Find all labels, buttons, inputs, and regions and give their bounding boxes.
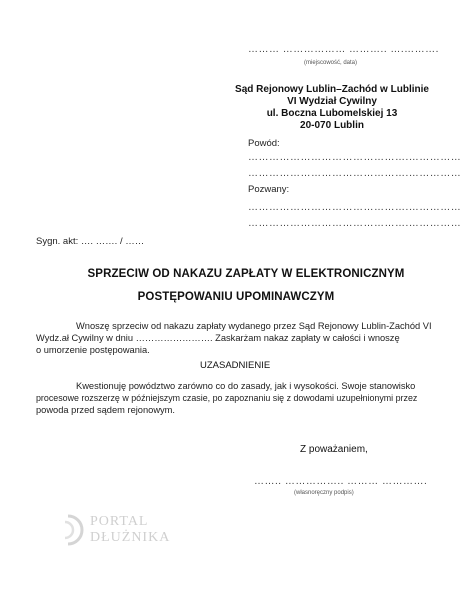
para2-line-1: Kwestionuję powództwo zarówno co do zasady, jak i wysokości. Swoje stanowisko — [76, 381, 416, 391]
document-title — [56, 268, 416, 303]
portal-dluznika-logo — [62, 512, 192, 548]
plaintiff-field-2: ……………………………………….…………… — [248, 168, 462, 179]
place-date-caption: (miejscowość, data) — [304, 60, 358, 66]
plaintiff-label: Powód: — [248, 138, 280, 149]
plaintiff-field-1: ……………………………………….…………… — [248, 152, 462, 163]
logo-mark-icon — [62, 512, 88, 548]
justification-heading: UZASADNIENIE — [200, 360, 271, 371]
signature-caption: (własnoręczny podpis) — [294, 490, 354, 496]
logo-text-line-1: PORTAL — [90, 514, 149, 529]
place-date-field: ……… ……………… ……….. ….………. — [248, 44, 439, 55]
para1-line-1: Wnoszę sprzeciw od nakazu zapłaty wydanego przez Sąd Rejonowy Lublin-Zachód VI — [76, 321, 432, 331]
para1-line-3: o umorzenie postępowania. — [36, 345, 150, 355]
title-line-1: SPRZECIW OD NAKAZU ZAPŁATY W ELEKTRONICZNYM — [87, 268, 405, 280]
court-street: ul. Boczna Lubomelskiej 13 — [266, 108, 398, 119]
logo-text-line-2: DŁUŻNIKA — [90, 530, 171, 545]
court-address — [232, 84, 432, 132]
para2-line-3: powoda przed sądem rejonowym. — [36, 405, 176, 415]
case-reference: Sygn. akt: …. ……. / …… — [36, 236, 145, 247]
para2-line-2: procesowe rozszerzę w późniejszym czasie, po zapoznaniu się z dowodami uzupełnionymi przez — [36, 393, 418, 403]
court-postcode-city: 20-070 Lublin — [300, 120, 364, 131]
court-name: Sąd Rejonowy Lublin–Zachód w Lublinie — [235, 84, 429, 95]
title-line-2: POSTĘPOWANIU UPOMINAWCZYM — [137, 291, 335, 303]
para1-line-2: Wydz.ał Cywilny w dniu ……………………. Zaskarżam nakaz zapłaty w całości i wnoszę — [36, 333, 400, 343]
court-division: VI Wydział Cywilny — [287, 96, 377, 107]
closing-regards: Z poważaniem, — [300, 444, 368, 455]
defendant-field-1: ……………………………………….…………… — [248, 202, 462, 213]
defendant-field-2: ……………………………………….…………… — [248, 218, 462, 229]
justification-paragraph — [36, 380, 436, 416]
defendant-label: Pozwany: — [248, 184, 290, 195]
signature-field: …….. …………….. ……… …………. — [254, 476, 428, 487]
objection-paragraph — [36, 320, 436, 356]
